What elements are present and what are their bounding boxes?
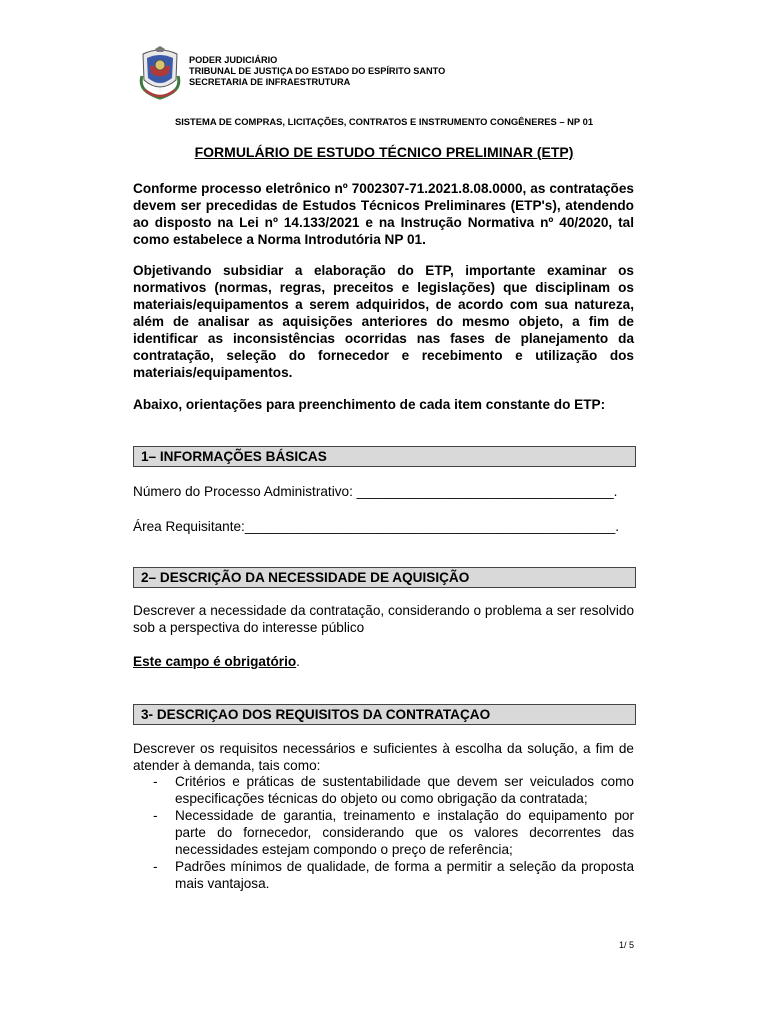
list-item-text: Critérios e práticas de sustentabilidade que devem ser veiculados como especificações técnicas do objeto ou como obrigação da contratada; (175, 774, 634, 806)
required-dot: . (296, 654, 300, 669)
list-item-text: Necessidade de garantia, treinamento e instalação do equipamento por parte do fornecedor, considerando que os valores decorrentes das necessidades estejam compondo o preço de referência; (175, 808, 634, 857)
section-3-header: 3- DESCRIÇAO DOS REQUISITOS DA CONTRATAÇAO (133, 704, 636, 725)
coat-of-arms-icon (139, 46, 181, 104)
section-1-header: 1– INFORMAÇÕES BÁSICAS (133, 446, 636, 467)
process-number-field: Número do Processo Administrativo: __________________________________. (133, 484, 618, 499)
required-label: Este campo é obrigatório (133, 654, 297, 669)
header-line-1: PODER JUDICIÁRIO (189, 55, 278, 65)
header-line-2: TRIBUNAL DE JUSTIÇA DO ESTADO DO ESPÍRITO SANTO (189, 66, 446, 76)
header-line-3: SECRETARIA DE INFRAESTRUTURA (189, 77, 351, 87)
bullet-dash: - (153, 859, 158, 874)
intro-paragraph-3: Abaixo, orientações para preenchimento de cada item constante do ETP: (133, 397, 606, 412)
requesting-area-field: Área Requisitante:_________________________________________________. (133, 519, 620, 534)
bullet-dash: - (153, 774, 158, 789)
required-field-note (133, 653, 300, 670)
page-header (139, 46, 739, 104)
section-2-text: Descrever a necessidade da contratação, considerando o problema a ser resolvido sob a perspectiva do interesse público (133, 603, 634, 635)
intro-paragraph-1: Conforme processo eletrônico nº 7002307-71.2021.8.08.0000, as contratações devem ser precedidas de Estudos Técnicos Preliminares (ETP's), atendendo ao disposto na Lei nº 14.133/2021 e na Instrução Normativa nº 40/2020, tal como estabelece a Norma Introdutória NP 01. (133, 181, 634, 247)
section-2-header: 2– DESCRIÇÃO DA NECESSIDADE DE AQUISIÇÃO (133, 567, 636, 588)
list-item (133, 807, 634, 858)
bullet-dash: - (153, 808, 158, 823)
list-item (133, 773, 634, 807)
list-item-text: Padrões mínimos de qualidade, de forma a permitir a seleção da proposta mais vantajosa. (175, 859, 634, 891)
requirements-list (133, 773, 634, 892)
section-3-text: Descrever os requisitos necessários e suficientes à escolha da solução, a fim de atender à demanda, tais como: (133, 741, 634, 773)
system-title: SISTEMA DE COMPRAS, LICITAÇÕES, CONTRATOS E INSTRUMENTO CONGÊNERES – NP 01 (174, 116, 594, 127)
intro-paragraph-2: Objetivando subsidiar a elaboração do ETP, importante examinar os normativos (normas, regras, preceitos e legislações) que disciplinam os materiais/equipamentos a serem adquiridos, de acordo com sua natureza, além de analisar as aquisições anteriores do mesmo objeto, a fim de identificar as inconsistências ocorridas nas fases de planejamento da contratação, seleção do fornecedor e recebimento e utilização dos materiais/equipamentos. (133, 263, 634, 380)
page-number: 1/ 5 (619, 940, 635, 950)
form-title: FORMULÁRIO DE ESTUDO TÉCNICO PRELIMINAR (ETP) (194, 144, 574, 160)
institution-lines (189, 55, 445, 88)
list-item (133, 858, 634, 892)
